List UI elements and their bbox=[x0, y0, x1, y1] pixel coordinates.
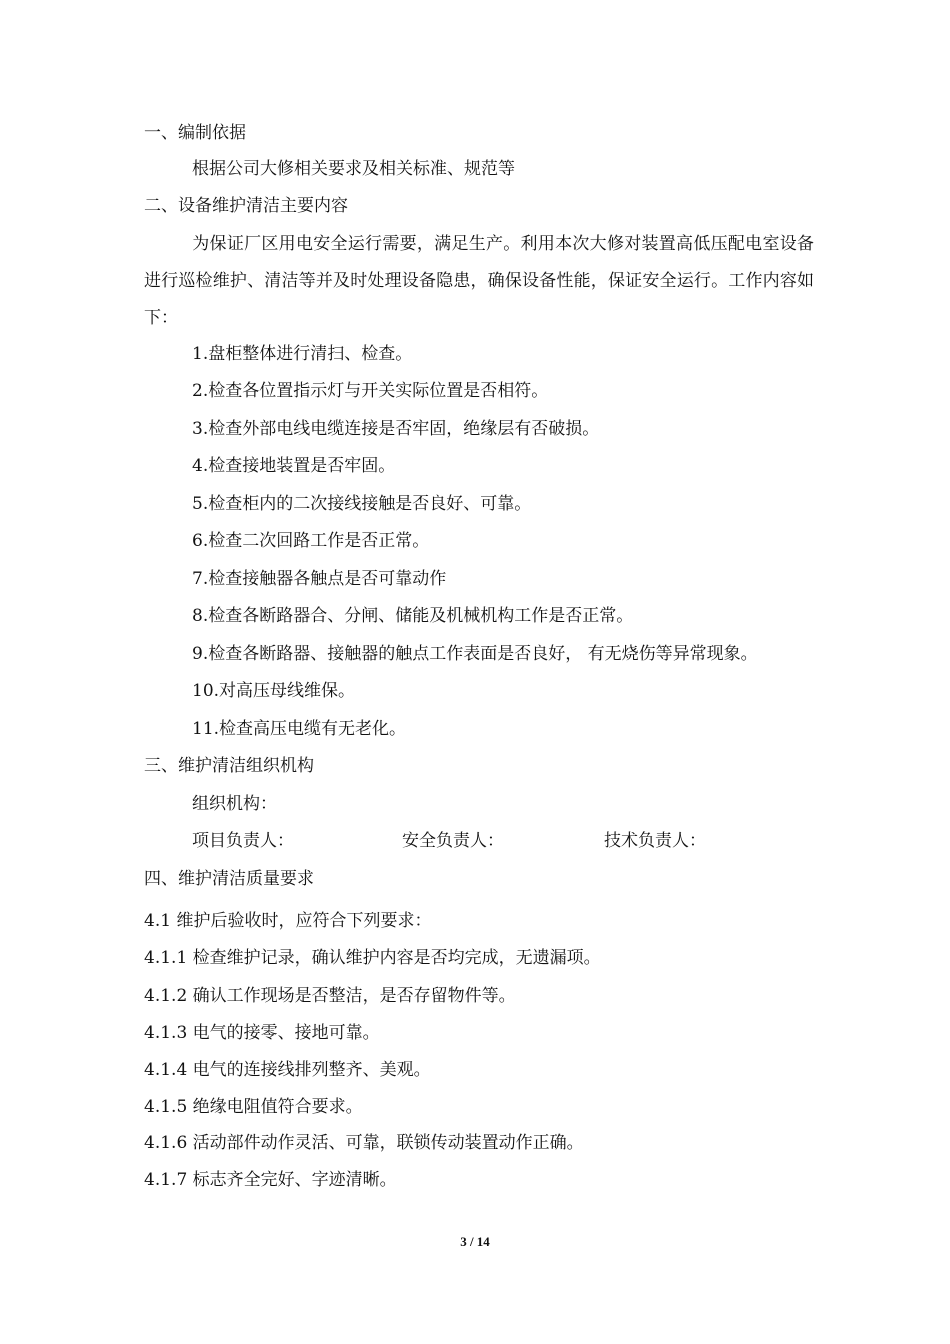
section-2-heading: 二、设备维护清洁主要内容 bbox=[144, 196, 348, 216]
list-item: 3.检查外部电线电缆连接是否牢固，绝缘层有否破损。 bbox=[192, 419, 600, 439]
requirement-item: 4.1.3 电气的接零、接地可靠。 bbox=[144, 1023, 380, 1043]
requirement-item: 4.1.2 确认工作现场是否整洁，是否存留物件等。 bbox=[144, 986, 516, 1006]
tech-lead-label: 技术负责人： bbox=[604, 831, 706, 851]
safety-lead-label: 安全负责人： bbox=[402, 831, 504, 851]
section-4-heading: 四、维护清洁质量要求 bbox=[144, 869, 314, 889]
section-1-heading: 一、编制依据 bbox=[144, 123, 246, 143]
section-1-body: 根据公司大修相关要求及相关标准、规范等 bbox=[192, 159, 515, 179]
requirement-item: 4.1.6 活动部件动作灵活、可靠，联锁传动装置动作正确。 bbox=[144, 1133, 584, 1153]
list-item: 8.检查各断路器合、分闸、储能及机械机构工作是否正常。 bbox=[192, 606, 634, 626]
list-item: 6.检查二次回路工作是否正常。 bbox=[192, 531, 430, 551]
section-3-heading: 三、维护清洁组织机构 bbox=[144, 756, 314, 776]
list-item: 9.检查各断路器、接触器的触点工作表面是否良好， 有无烧伤等异常现象。 bbox=[192, 644, 758, 664]
list-item: 1.盘柜整体进行清扫、检查。 bbox=[192, 344, 413, 364]
requirement-item: 4.1.4 电气的连接线排列整齐、美观。 bbox=[144, 1060, 431, 1080]
list-item: 2.检查各位置指示灯与开关实际位置是否相符。 bbox=[192, 381, 549, 401]
list-item: 7.检查接触器各触点是否可靠动作 bbox=[192, 569, 447, 589]
project-lead-label: 项目负责人： bbox=[192, 831, 294, 851]
requirement-item: 4.1.7 标志齐全完好、字迹清晰。 bbox=[144, 1170, 397, 1190]
requirement-item: 4.1.1 检查维护记录，确认维护内容是否均完成，无遗漏项。 bbox=[144, 948, 601, 968]
list-item: 11.检查高压电缆有无老化。 bbox=[192, 719, 407, 739]
list-item: 4.检查接地装置是否牢固。 bbox=[192, 456, 396, 476]
section-2-paragraph bbox=[144, 226, 814, 337]
section-2-body: 为保证厂区用电安全运行需要，满足生产。利用本次大修对装置高低压配电室设备进行巡检维护、清洁等并及时处理设备隐患，确保设备性能，保证安全运行。工作内容如下： bbox=[144, 234, 814, 328]
list-item: 5.检查柜内的二次接线接触是否良好、可靠。 bbox=[192, 494, 532, 514]
list-item: 10.对高压母线维保。 bbox=[192, 681, 356, 701]
requirement-item: 4.1.5 绝缘电阻值符合要求。 bbox=[144, 1097, 363, 1117]
org-label: 组织机构： bbox=[192, 794, 277, 814]
page-number: 3 / 14 bbox=[460, 1234, 490, 1249]
requirement-item: 4.1 维护后验收时，应符合下列要求： bbox=[144, 911, 432, 931]
